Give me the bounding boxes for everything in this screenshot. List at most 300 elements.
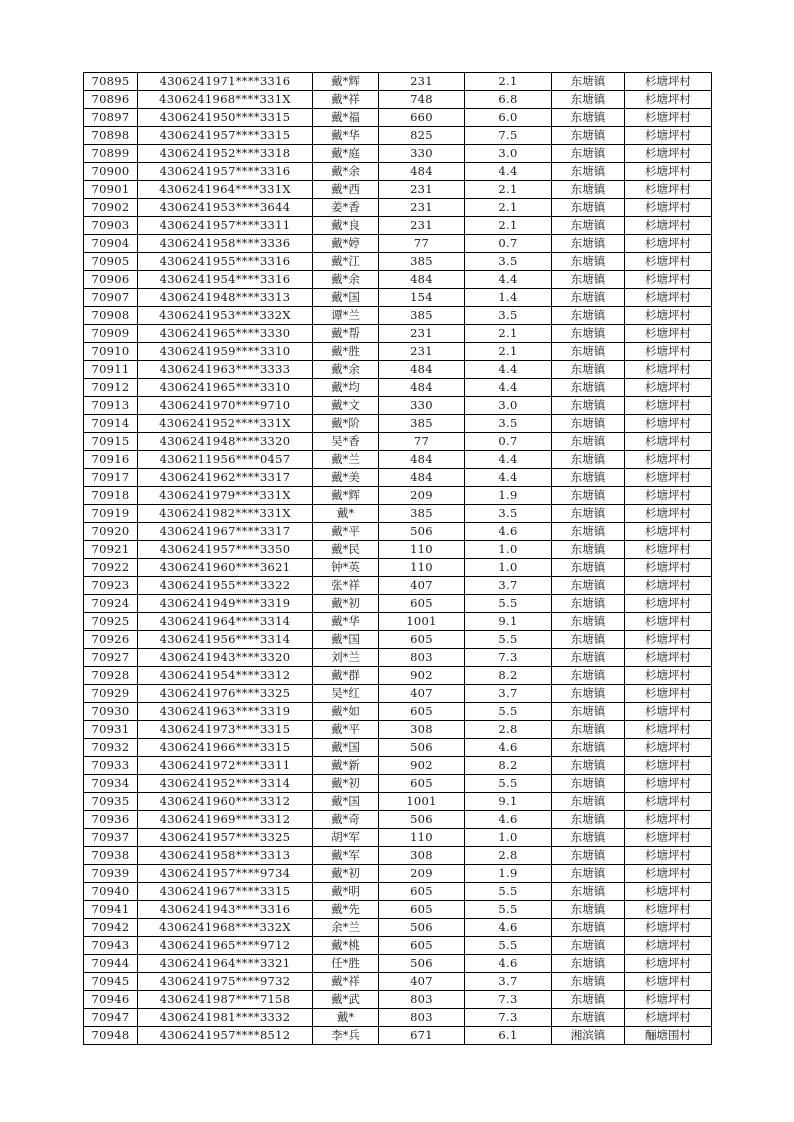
village-cell: 杉塘坪村 (625, 865, 712, 883)
seq-cell: 70924 (84, 595, 138, 613)
seq-cell: 70920 (84, 523, 138, 541)
seq-cell: 70945 (84, 973, 138, 991)
table-row (84, 289, 712, 307)
seq-cell: 70934 (84, 775, 138, 793)
table-row (84, 127, 712, 145)
id-number-cell: 4306241973****3315 (138, 721, 313, 739)
id-number-cell: 4306241957****3315 (138, 127, 313, 145)
table-body (84, 73, 712, 1045)
id-number-cell: 4306241957****3311 (138, 217, 313, 235)
table-row (84, 541, 712, 559)
town-cell: 东塘镇 (552, 307, 625, 325)
amount-cell: 330 (379, 397, 465, 415)
table-row (84, 829, 712, 847)
id-number-cell: 4306241958****3313 (138, 847, 313, 865)
town-cell: 东塘镇 (552, 577, 625, 595)
name-cell: 戴*如 (313, 703, 379, 721)
amount-cell: 77 (379, 433, 465, 451)
seq-cell: 70938 (84, 847, 138, 865)
amount-cell: 484 (379, 163, 465, 181)
name-cell: 戴*平 (313, 721, 379, 739)
seq-cell: 70923 (84, 577, 138, 595)
area-cell: 7.5 (465, 127, 552, 145)
area-cell: 5.5 (465, 595, 552, 613)
amount-cell: 605 (379, 883, 465, 901)
amount-cell: 407 (379, 685, 465, 703)
id-number-cell: 4306241957****9734 (138, 865, 313, 883)
id-number-cell: 4306241966****3315 (138, 739, 313, 757)
amount-cell: 385 (379, 415, 465, 433)
id-number-cell: 4306241972****3311 (138, 757, 313, 775)
village-cell: 杉塘坪村 (625, 253, 712, 271)
seq-cell: 70929 (84, 685, 138, 703)
name-cell: 胡*军 (313, 829, 379, 847)
seq-cell: 70919 (84, 505, 138, 523)
amount-cell: 407 (379, 577, 465, 595)
village-cell: 杉塘坪村 (625, 775, 712, 793)
village-cell: 杉塘坪村 (625, 91, 712, 109)
area-cell: 1.0 (465, 559, 552, 577)
village-cell: 杉塘坪村 (625, 631, 712, 649)
name-cell: 刘*兰 (313, 649, 379, 667)
name-cell: 戴*帮 (313, 325, 379, 343)
name-cell: 戴*辉 (313, 487, 379, 505)
amount-cell: 231 (379, 217, 465, 235)
seq-cell: 70944 (84, 955, 138, 973)
amount-cell: 231 (379, 325, 465, 343)
area-cell: 1.9 (465, 865, 552, 883)
area-cell: 4.4 (465, 271, 552, 289)
seq-cell: 70912 (84, 379, 138, 397)
area-cell: 4.6 (465, 523, 552, 541)
town-cell: 东塘镇 (552, 109, 625, 127)
area-cell: 3.7 (465, 685, 552, 703)
id-number-cell: 4306241964****3321 (138, 955, 313, 973)
id-number-cell: 4306241952****3314 (138, 775, 313, 793)
town-cell: 东塘镇 (552, 595, 625, 613)
town-cell: 湘滨镇 (552, 1027, 625, 1045)
table-row (84, 865, 712, 883)
table-row (84, 199, 712, 217)
amount-cell: 77 (379, 235, 465, 253)
id-number-cell: 4306241954****3312 (138, 667, 313, 685)
id-number-cell: 4306241982****331X (138, 505, 313, 523)
town-cell: 东塘镇 (552, 1009, 625, 1027)
amount-cell: 671 (379, 1027, 465, 1045)
name-cell: 戴*文 (313, 397, 379, 415)
amount-cell: 154 (379, 289, 465, 307)
table-row (84, 397, 712, 415)
town-cell: 东塘镇 (552, 451, 625, 469)
table-row (84, 955, 712, 973)
area-cell: 2.8 (465, 721, 552, 739)
amount-cell: 1001 (379, 793, 465, 811)
town-cell: 东塘镇 (552, 163, 625, 181)
id-number-cell: 4306241957****3325 (138, 829, 313, 847)
village-cell: 杉塘坪村 (625, 217, 712, 235)
area-cell: 4.4 (465, 163, 552, 181)
amount-cell: 231 (379, 73, 465, 91)
village-cell: 杉塘坪村 (625, 919, 712, 937)
name-cell: 戴*武 (313, 991, 379, 1009)
seq-cell: 70940 (84, 883, 138, 901)
table-row (84, 703, 712, 721)
town-cell: 东塘镇 (552, 613, 625, 631)
amount-cell: 660 (379, 109, 465, 127)
amount-cell: 308 (379, 847, 465, 865)
town-cell: 东塘镇 (552, 289, 625, 307)
area-cell: 1.0 (465, 829, 552, 847)
seq-cell: 70942 (84, 919, 138, 937)
village-cell: 杉塘坪村 (625, 361, 712, 379)
seq-cell: 70947 (84, 1009, 138, 1027)
amount-cell: 605 (379, 703, 465, 721)
name-cell: 戴*阶 (313, 415, 379, 433)
village-cell: 杉塘坪村 (625, 577, 712, 595)
seq-cell: 70898 (84, 127, 138, 145)
seq-cell: 70931 (84, 721, 138, 739)
name-cell: 戴*西 (313, 181, 379, 199)
village-cell: 杉塘坪村 (625, 973, 712, 991)
amount-cell: 605 (379, 595, 465, 613)
id-number-cell: 4306241957****3350 (138, 541, 313, 559)
seq-cell: 70936 (84, 811, 138, 829)
village-cell: 杉塘坪村 (625, 289, 712, 307)
table-row (84, 163, 712, 181)
town-cell: 东塘镇 (552, 397, 625, 415)
village-cell: 杉塘坪村 (625, 541, 712, 559)
village-cell: 杉塘坪村 (625, 505, 712, 523)
table-row (84, 469, 712, 487)
area-cell: 2.1 (465, 181, 552, 199)
area-cell: 8.2 (465, 667, 552, 685)
area-cell: 2.1 (465, 343, 552, 361)
town-cell: 东塘镇 (552, 127, 625, 145)
id-number-cell: 4306241965****3330 (138, 325, 313, 343)
table-row (84, 937, 712, 955)
village-cell: 杉塘坪村 (625, 199, 712, 217)
amount-cell: 506 (379, 523, 465, 541)
town-cell: 东塘镇 (552, 685, 625, 703)
id-number-cell: 4306241943****3316 (138, 901, 313, 919)
town-cell: 东塘镇 (552, 145, 625, 163)
village-cell: 杉塘坪村 (625, 811, 712, 829)
seq-cell: 70933 (84, 757, 138, 775)
town-cell: 东塘镇 (552, 325, 625, 343)
seq-cell: 70915 (84, 433, 138, 451)
village-cell: 杉塘坪村 (625, 163, 712, 181)
id-number-cell: 4306241948****3313 (138, 289, 313, 307)
seq-cell: 70905 (84, 253, 138, 271)
town-cell: 东塘镇 (552, 487, 625, 505)
town-cell: 东塘镇 (552, 739, 625, 757)
name-cell: 戴*群 (313, 667, 379, 685)
area-cell: 7.3 (465, 649, 552, 667)
village-cell: 杉塘坪村 (625, 901, 712, 919)
id-number-cell: 4306241952****3318 (138, 145, 313, 163)
village-cell: 杉塘坪村 (625, 937, 712, 955)
town-cell: 东塘镇 (552, 811, 625, 829)
seq-cell: 70900 (84, 163, 138, 181)
seq-cell: 70904 (84, 235, 138, 253)
id-number-cell: 4306241949****3319 (138, 595, 313, 613)
name-cell: 戴*初 (313, 595, 379, 613)
seq-cell: 70913 (84, 397, 138, 415)
town-cell: 东塘镇 (552, 379, 625, 397)
seq-cell: 70906 (84, 271, 138, 289)
town-cell: 东塘镇 (552, 469, 625, 487)
area-cell: 3.5 (465, 253, 552, 271)
table-row (84, 991, 712, 1009)
seq-cell: 70932 (84, 739, 138, 757)
amount-cell: 1001 (379, 613, 465, 631)
name-cell: 钟*英 (313, 559, 379, 577)
name-cell: 吴*红 (313, 685, 379, 703)
name-cell: 戴*军 (313, 847, 379, 865)
id-number-cell: 4306241962****3317 (138, 469, 313, 487)
table-row (84, 721, 712, 739)
table-row (84, 487, 712, 505)
name-cell: 戴*余 (313, 361, 379, 379)
id-number-cell: 4306241987****7158 (138, 991, 313, 1009)
table-row (84, 181, 712, 199)
amount-cell: 902 (379, 667, 465, 685)
table-row (84, 649, 712, 667)
table-row (84, 685, 712, 703)
amount-cell: 308 (379, 721, 465, 739)
village-cell: 杉塘坪村 (625, 613, 712, 631)
area-cell: 6.8 (465, 91, 552, 109)
name-cell: 戴*桃 (313, 937, 379, 955)
village-cell: 杉塘坪村 (625, 451, 712, 469)
town-cell: 东塘镇 (552, 433, 625, 451)
id-number-cell: 4306241948****3320 (138, 433, 313, 451)
name-cell: 吴*香 (313, 433, 379, 451)
town-cell: 东塘镇 (552, 775, 625, 793)
town-cell: 东塘镇 (552, 883, 625, 901)
village-cell: 杉塘坪村 (625, 73, 712, 91)
table-row (84, 901, 712, 919)
seq-cell: 70899 (84, 145, 138, 163)
amount-cell: 231 (379, 181, 465, 199)
table-row (84, 757, 712, 775)
id-number-cell: 4306241968****332X (138, 919, 313, 937)
amount-cell: 209 (379, 487, 465, 505)
village-cell: 杉塘坪村 (625, 109, 712, 127)
id-number-cell: 4306241943****3320 (138, 649, 313, 667)
id-number-cell: 4306241976****3325 (138, 685, 313, 703)
town-cell: 东塘镇 (552, 901, 625, 919)
village-cell: 杉塘坪村 (625, 397, 712, 415)
name-cell: 戴*江 (313, 253, 379, 271)
amount-cell: 330 (379, 145, 465, 163)
seq-cell: 70921 (84, 541, 138, 559)
table-row (84, 739, 712, 757)
name-cell: 戴*平 (313, 523, 379, 541)
table-row (84, 667, 712, 685)
town-cell: 东塘镇 (552, 937, 625, 955)
table-row (84, 109, 712, 127)
village-cell: 酾塘围村 (625, 1027, 712, 1045)
area-cell: 1.0 (465, 541, 552, 559)
amount-cell: 506 (379, 739, 465, 757)
id-number-cell: 4306241965****3310 (138, 379, 313, 397)
amount-cell: 902 (379, 757, 465, 775)
area-cell: 5.5 (465, 937, 552, 955)
id-number-cell: 4306241967****3315 (138, 883, 313, 901)
town-cell: 东塘镇 (552, 217, 625, 235)
seq-cell: 70948 (84, 1027, 138, 1045)
seq-cell: 70935 (84, 793, 138, 811)
table-row (84, 271, 712, 289)
name-cell: 戴*国 (313, 739, 379, 757)
area-cell: 9.1 (465, 793, 552, 811)
amount-cell: 605 (379, 775, 465, 793)
amount-cell: 110 (379, 829, 465, 847)
id-number-cell: 4306241960****3621 (138, 559, 313, 577)
name-cell: 李*兵 (313, 1027, 379, 1045)
table-row (84, 775, 712, 793)
table-row (84, 919, 712, 937)
id-number-cell: 4306241963****3333 (138, 361, 313, 379)
table-row (84, 577, 712, 595)
seq-cell: 70937 (84, 829, 138, 847)
name-cell: 戴*民 (313, 541, 379, 559)
table-row (84, 973, 712, 991)
area-cell: 0.7 (465, 235, 552, 253)
town-cell: 东塘镇 (552, 757, 625, 775)
id-number-cell: 4306241971****3316 (138, 73, 313, 91)
id-number-cell: 4306241960****3312 (138, 793, 313, 811)
table-row (84, 433, 712, 451)
id-number-cell: 4306241953****3644 (138, 199, 313, 217)
town-cell: 东塘镇 (552, 253, 625, 271)
id-number-cell: 4306241963****3319 (138, 703, 313, 721)
name-cell: 张*祥 (313, 577, 379, 595)
amount-cell: 605 (379, 631, 465, 649)
id-number-cell: 4306211956****0457 (138, 451, 313, 469)
town-cell: 东塘镇 (552, 91, 625, 109)
area-cell: 3.0 (465, 145, 552, 163)
area-cell: 9.1 (465, 613, 552, 631)
seq-cell: 70922 (84, 559, 138, 577)
amount-cell: 385 (379, 253, 465, 271)
name-cell: 戴* (313, 505, 379, 523)
area-cell: 4.6 (465, 955, 552, 973)
table-row (84, 595, 712, 613)
amount-cell: 385 (379, 505, 465, 523)
seq-cell: 70911 (84, 361, 138, 379)
name-cell: 戴*庭 (313, 145, 379, 163)
seq-cell: 70895 (84, 73, 138, 91)
seq-cell: 70907 (84, 289, 138, 307)
town-cell: 东塘镇 (552, 559, 625, 577)
amount-cell: 605 (379, 937, 465, 955)
name-cell: 戴*祥 (313, 91, 379, 109)
table-row (84, 451, 712, 469)
id-number-cell: 4306241958****3336 (138, 235, 313, 253)
amount-cell: 484 (379, 469, 465, 487)
area-cell: 4.6 (465, 739, 552, 757)
village-cell: 杉塘坪村 (625, 433, 712, 451)
table-row (84, 343, 712, 361)
table-row (84, 613, 712, 631)
name-cell: 戴*初 (313, 865, 379, 883)
village-cell: 杉塘坪村 (625, 559, 712, 577)
amount-cell: 825 (379, 127, 465, 145)
id-number-cell: 4306241981****3332 (138, 1009, 313, 1027)
town-cell: 东塘镇 (552, 361, 625, 379)
seq-cell: 70908 (84, 307, 138, 325)
table-row (84, 415, 712, 433)
name-cell: 戴*明 (313, 883, 379, 901)
table-row (84, 91, 712, 109)
amount-cell: 231 (379, 343, 465, 361)
seq-cell: 70901 (84, 181, 138, 199)
area-cell: 5.5 (465, 631, 552, 649)
village-cell: 杉塘坪村 (625, 271, 712, 289)
area-cell: 4.4 (465, 451, 552, 469)
name-cell: 姜*香 (313, 199, 379, 217)
seq-cell: 70941 (84, 901, 138, 919)
table-row (84, 631, 712, 649)
name-cell: 戴*良 (313, 217, 379, 235)
village-cell: 杉塘坪村 (625, 127, 712, 145)
area-cell: 2.1 (465, 217, 552, 235)
id-number-cell: 4306241954****3316 (138, 271, 313, 289)
name-cell: 谭*兰 (313, 307, 379, 325)
name-cell: 戴*新 (313, 757, 379, 775)
id-number-cell: 4306241956****3314 (138, 631, 313, 649)
name-cell: 戴*国 (313, 793, 379, 811)
seq-cell: 70925 (84, 613, 138, 631)
village-cell: 杉塘坪村 (625, 649, 712, 667)
village-cell: 杉塘坪村 (625, 703, 712, 721)
table-row (84, 505, 712, 523)
amount-cell: 506 (379, 919, 465, 937)
amount-cell: 209 (379, 865, 465, 883)
area-cell: 4.6 (465, 811, 552, 829)
village-cell: 杉塘坪村 (625, 991, 712, 1009)
data-table (83, 72, 712, 1045)
area-cell: 3.0 (465, 397, 552, 415)
id-number-cell: 4306241955****3322 (138, 577, 313, 595)
town-cell: 东塘镇 (552, 847, 625, 865)
seq-cell: 70943 (84, 937, 138, 955)
town-cell: 东塘镇 (552, 865, 625, 883)
area-cell: 2.1 (465, 325, 552, 343)
table-row (84, 307, 712, 325)
name-cell: 戴*均 (313, 379, 379, 397)
town-cell: 东塘镇 (552, 793, 625, 811)
village-cell: 杉塘坪村 (625, 847, 712, 865)
area-cell: 3.7 (465, 973, 552, 991)
table-row (84, 235, 712, 253)
amount-cell: 748 (379, 91, 465, 109)
town-cell: 东塘镇 (552, 703, 625, 721)
area-cell: 6.1 (465, 1027, 552, 1045)
amount-cell: 110 (379, 541, 465, 559)
area-cell: 5.5 (465, 901, 552, 919)
amount-cell: 484 (379, 361, 465, 379)
town-cell: 东塘镇 (552, 343, 625, 361)
table-row (84, 325, 712, 343)
area-cell: 3.5 (465, 415, 552, 433)
amount-cell: 803 (379, 649, 465, 667)
table-row (84, 793, 712, 811)
id-number-cell: 4306241970****9710 (138, 397, 313, 415)
area-cell: 6.0 (465, 109, 552, 127)
